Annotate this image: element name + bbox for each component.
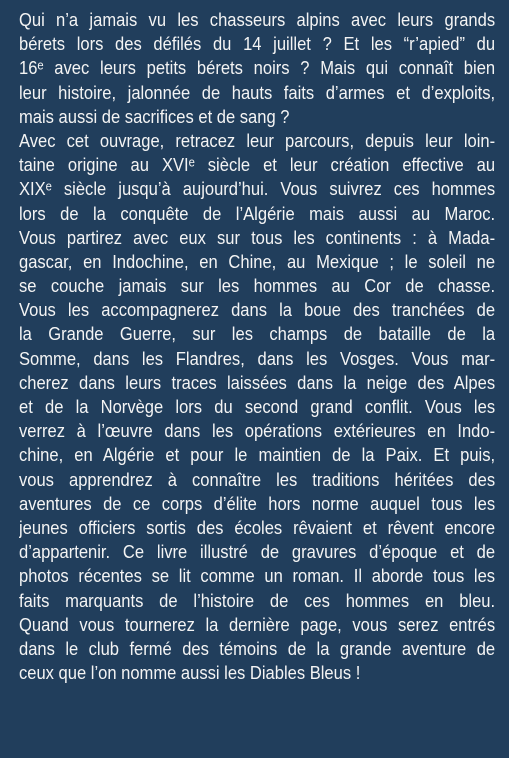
- blurb-line: bérets lors des défilés du 14 juillet ? Et les “r’apied” du: [19, 33, 496, 55]
- blurb-line: 16ᵉ avec leurs petits bérets noirs ? Mais qui connaît bien: [19, 57, 496, 79]
- blurb-line: Vous partirez avec eux sur tous les continents : à Mada-: [19, 226, 496, 248]
- blurb-line: jeunes officiers sortis des écoles rêvaient et rêvent encore: [19, 516, 496, 538]
- blurb-line: ceux que l’on nomme aussi les Diables Bleus !: [19, 662, 361, 684]
- blurb-line: se couche jamais sur les hommes au Cor de chasse.: [19, 275, 496, 297]
- blurb-line: et de la Norvège lors du second grand conflit. Vous les: [19, 396, 496, 417]
- blurb-line: taine origine au XVIᵉ siècle et leur création effective au: [19, 154, 496, 176]
- blurb-line: Qui n’a jamais vu les chasseurs alpins avec leurs grands: [19, 9, 496, 30]
- blurb-line: XIXᵉ siècle jusqu’à aujourd’hui. Vous suivrez ces hommes: [19, 178, 496, 200]
- blurb-line: mais aussi de sacrifices et de sang ?: [19, 105, 290, 127]
- blurb-line: leur histoire, jalonnée de hauts faits d’armes et d’exploits,: [19, 81, 496, 103]
- blurb-line: gascar, en Indochine, en Chine, au Mexique ; le soleil ne: [19, 250, 496, 272]
- blurb-line: faits marquants de l’histoire de ces hommes en bleu.: [19, 589, 496, 611]
- blurb-line: cherez dans leurs traces laissées dans la neige des Alpes: [19, 371, 496, 393]
- blurb-line: verrez à l’œuvre dans les opérations extérieures en Indo-: [19, 420, 496, 442]
- blurb-line: Quand vous tournerez la dernière page, vous serez entrés: [19, 613, 496, 635]
- blurb-line: dans le club fermé des témoins de la grande aventure de: [19, 637, 496, 659]
- blurb-line: lors de la conquête de l’Algérie mais aussi au Maroc.: [19, 202, 496, 224]
- blurb-line: d’appartenir. Ce livre illustré de gravures d’époque et de: [19, 541, 496, 563]
- blurb-line: Avec cet ouvrage, retracez leur parcours, depuis leur loin-: [19, 129, 496, 151]
- blurb-line: Vous les accompagnerez dans la boue des tranchées de: [19, 299, 496, 321]
- blurb-line: vous apprendrez à connaître les traditions héritées des: [19, 468, 496, 490]
- blurb-line: photos récentes se lit comme un roman. Il aborde tous les: [19, 565, 496, 587]
- blurb-line: la Grande Guerre, sur les champs de bataille de la: [19, 323, 496, 345]
- blurb-line: chine, en Algérie et pour le maintien de la Paix. Et puis,: [19, 444, 496, 466]
- blurb-line: Somme, dans les Flandres, dans les Vosges. Vous mar-: [19, 347, 496, 369]
- blurb-line: aventures de ce corps d’élite hors norme auquel tous les: [19, 492, 496, 514]
